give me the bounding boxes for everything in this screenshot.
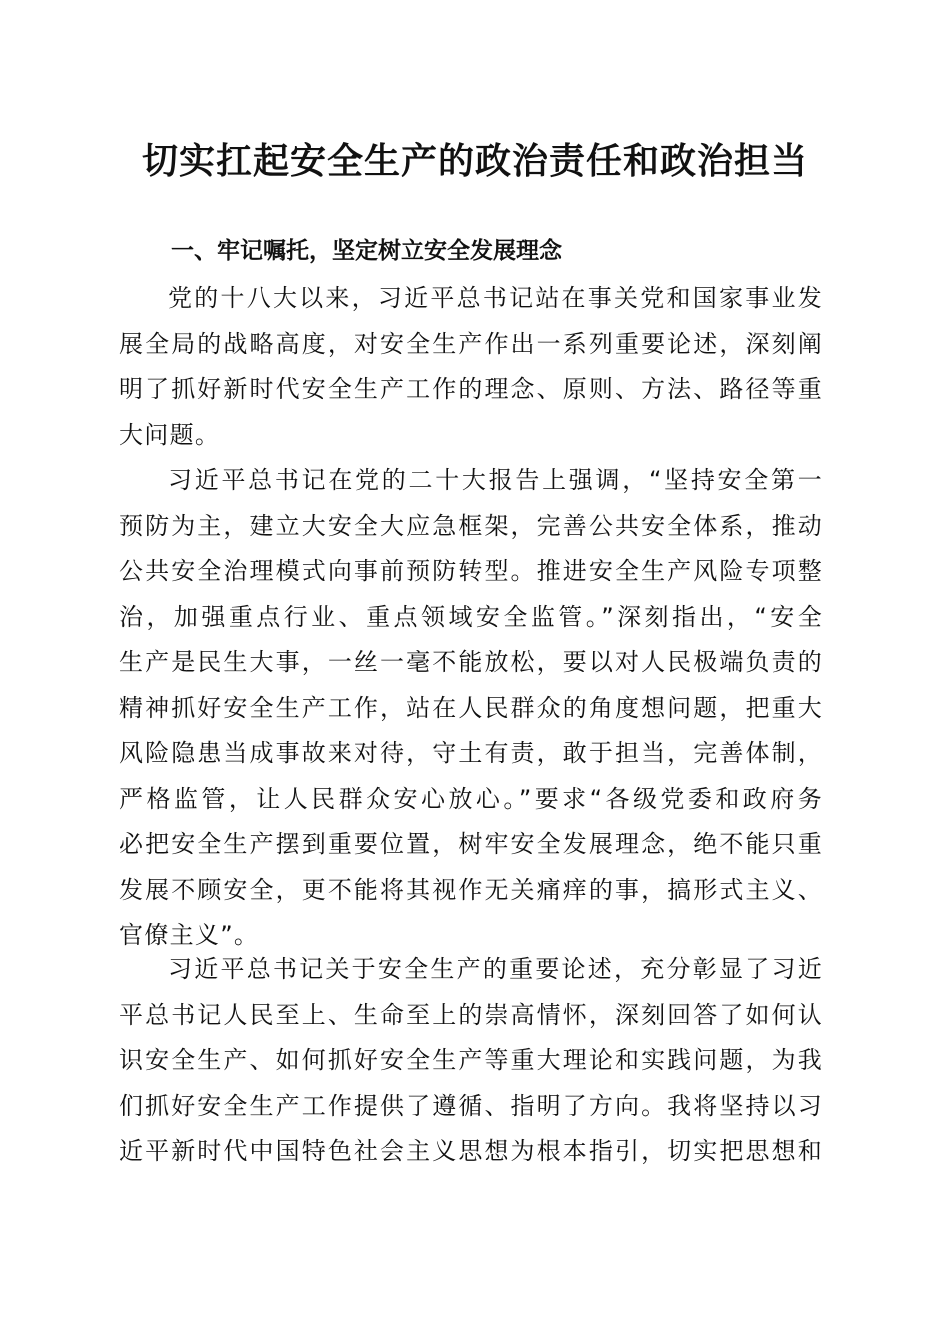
section-heading: 一、牢记嘱托，坚定树立安全发展理念 xyxy=(171,238,562,264)
paragraph-line: 生产是民生大事，一丝一毫不能放松，要以对人民极端负责的 xyxy=(119,648,823,676)
paragraph-line: 习近平总书记关于安全生产的重要论述，充分彰显了习近 xyxy=(168,955,823,983)
paragraph-line: 明了抓好新时代安全生产工作的理念、原则、方法、路径等重 xyxy=(119,375,823,403)
paragraph-line: 习近平总书记在党的二十大报告上强调，“坚持安全第一 xyxy=(168,466,823,494)
paragraph-2 xyxy=(119,458,823,959)
paragraph-line: 党的十八大以来，习近平总书记站在事关党和国家事业发 xyxy=(168,284,823,312)
paragraph-line: 公共安全治理模式向事前预防转型。推进安全生产风险专项整 xyxy=(119,557,823,585)
document-title: 切实扛起安全生产的政治责任和政治担当 xyxy=(141,140,808,182)
paragraph-line: 必把安全生产摆到重要位置，树牢安全发展理念，绝不能只重 xyxy=(119,830,823,858)
paragraph-line: 平总书记人民至上、生命至上的崇高情怀，深刻回答了如何认 xyxy=(119,1000,823,1029)
paragraph-line: 官僚主义”。 xyxy=(119,921,260,949)
paragraph-line: 精神抓好安全生产工作，站在人民群众的角度想问题，把重大 xyxy=(119,693,823,722)
paragraph-1 xyxy=(119,276,823,458)
paragraph-line: 治，加强重点行业、重点领域安全监管。”深刻指出，“安全 xyxy=(119,602,823,631)
paragraph-line: 识安全生产、如何抓好安全生产等重大理论和实践问题，为我 xyxy=(119,1046,823,1074)
paragraph-line: 发展不顾安全，更不能将其视作无关痛痒的事，搞形式主义、 xyxy=(119,875,823,904)
paragraph-3 xyxy=(119,947,823,1175)
paragraph-line: 严格监管，让人民群众安心放心。”要求“各级党委和政府务 xyxy=(119,784,823,813)
paragraph-line: 风险隐患当成事故来对待，守土有责，敢于担当，完善体制， xyxy=(119,739,823,767)
paragraph-line: 们抓好安全生产工作提供了遵循、指明了方向。我将坚持以习 xyxy=(119,1091,823,1120)
paragraph-line: 预防为主，建立大安全大应急框架，完善公共安全体系，推动 xyxy=(119,511,823,540)
paragraph-line: 近平新时代中国特色社会主义思想为根本指引，切实把思想和 xyxy=(119,1137,823,1165)
paragraph-line: 展全局的战略高度，对安全生产作出一系列重要论述，深刻阐 xyxy=(119,329,823,358)
paragraph-line: 大问题。 xyxy=(119,420,221,449)
